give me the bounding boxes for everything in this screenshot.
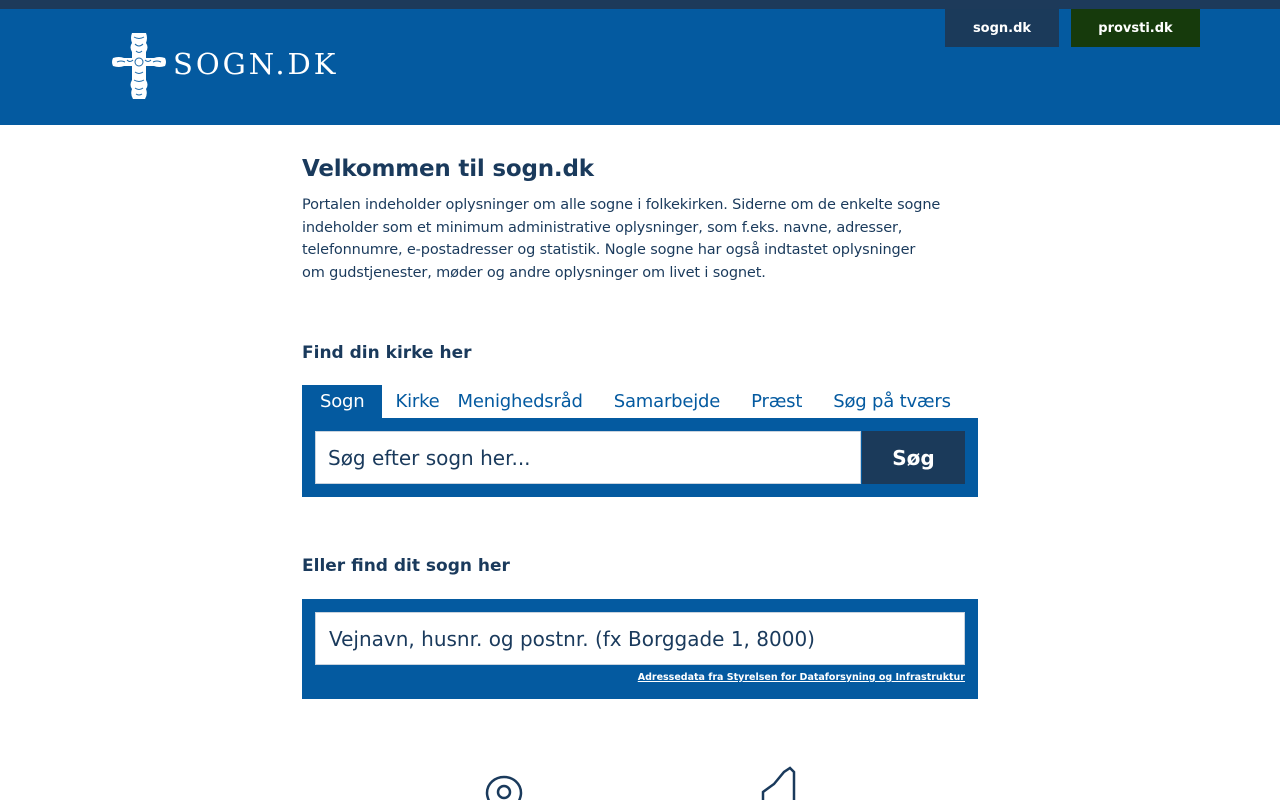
search-tabs bbox=[302, 385, 951, 418]
tab-praest[interactable]: Præst bbox=[751, 391, 803, 412]
cross-logo-icon bbox=[112, 32, 166, 100]
page-title: Velkommen til sogn.dk bbox=[302, 156, 594, 182]
search-button[interactable]: Søg bbox=[862, 431, 965, 484]
site-logo[interactable] bbox=[112, 32, 338, 100]
tab-menighedsraad[interactable]: Menighedsråd bbox=[457, 391, 583, 412]
tab-sogn[interactable]: Sogn bbox=[302, 385, 382, 418]
church-icon[interactable] bbox=[760, 766, 800, 800]
top-strip bbox=[0, 0, 1280, 9]
find-parish-heading: Eller find dit sogn her bbox=[302, 556, 510, 576]
logo-text: SOGN.DK bbox=[173, 47, 339, 81]
sogn-dk-link[interactable]: sogn.dk bbox=[945, 9, 1059, 47]
address-search-input[interactable] bbox=[315, 612, 965, 665]
address-source-link[interactable]: Adressedata fra Styrelsen for Dataforsyning og Infrastruktur bbox=[637, 672, 965, 683]
intro-text: Portalen indeholder oplysninger om alle sogne i folkekirken. Siderne om de enkelte sogne indeholder som et minimum administrative oplysninger, som f.eks. navne, adresser, telefonnumre, e-postadresser og statistik. Nogle sogne har også indtastet oplysninger om gudstjenester, møder og andre oplysninger om livet i sognet. bbox=[302, 197, 941, 281]
find-church-heading: Find din kirke her bbox=[302, 343, 472, 363]
tab-kirke[interactable]: Kirke bbox=[395, 391, 440, 412]
tab-samarbejde[interactable]: Samarbejde bbox=[613, 391, 721, 412]
map-pin-icon[interactable] bbox=[484, 775, 524, 800]
sogn-search-input[interactable] bbox=[315, 431, 861, 484]
site-header bbox=[0, 9, 1280, 125]
tab-soeg-paa-tvaers[interactable]: Søg på tværs bbox=[833, 391, 951, 412]
search-panel bbox=[302, 418, 978, 497]
provsti-dk-link[interactable]: provsti.dk bbox=[1071, 9, 1200, 47]
address-panel bbox=[302, 599, 978, 699]
